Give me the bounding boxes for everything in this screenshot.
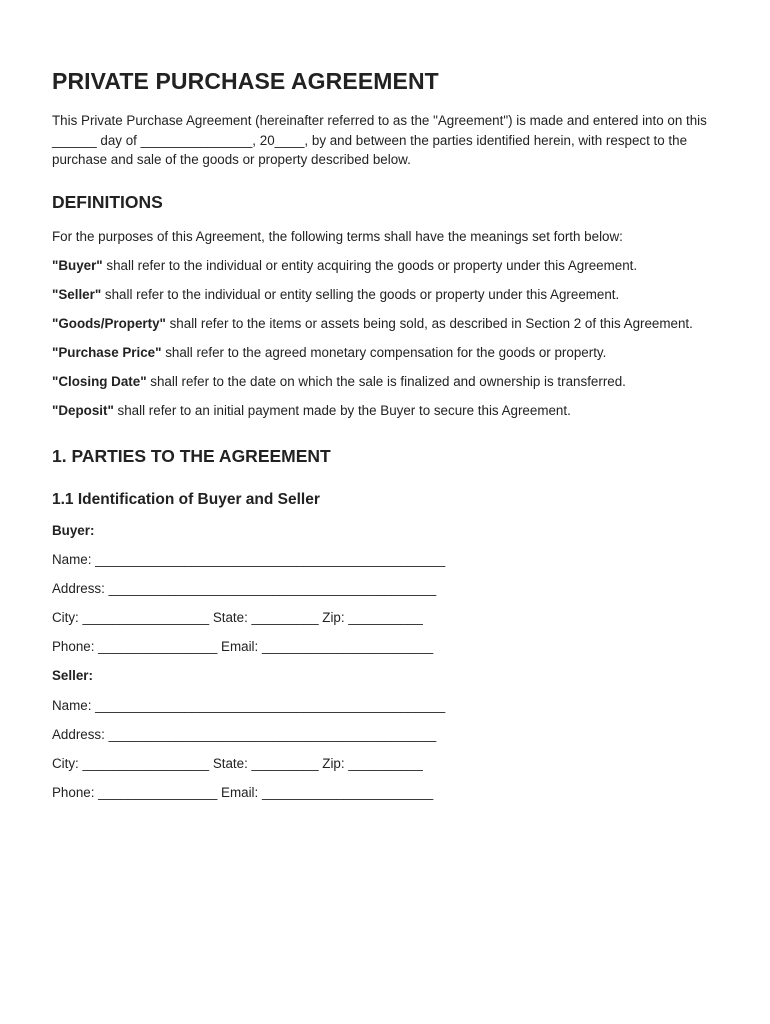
definition-text: shall refer to the agreed monetary compensation for the goods or property. [161,345,607,360]
seller-name-field[interactable]: Name: _______________________________________________ [52,697,446,713]
definition-term: "Goods/Property" [52,316,166,331]
definition-text: shall refer to the items or assets being sold, as described in Section 2 of this Agreement. [165,316,693,331]
intro-paragraph: This Private Purchase Agreement (hereinafter referred to as the "Agreement") is made and entered into on this ______ day of _______________, 20____, by and between the parties identified herein, with respect to the purchase and sale of the goods or property described below. [52,113,707,167]
seller-label: Seller: [52,668,93,684]
definitions-heading: DEFINITIONS [52,191,163,212]
definition-term: "Seller" [52,287,102,302]
buyer-name-field[interactable]: Name: _______________________________________________ [52,551,446,567]
definition-text: shall refer to the date on which the sale is finalized and ownership is transferred. [146,374,626,389]
seller-address-field[interactable]: Address: ____________________________________________ [52,726,437,742]
definition-closing-date [52,372,730,392]
definition-goods-property [52,314,730,334]
definition-term: "Deposit" [52,403,114,418]
buyer-city-state-zip-field[interactable]: City: _________________ State: _________ Zip: __________ [52,610,423,626]
buyer-label: Buyer: [52,522,95,538]
definition-term: "Buyer" [52,258,103,273]
definition-term: "Purchase Price" [52,345,162,360]
document-title: PRIVATE PURCHASE AGREEMENT [52,68,439,94]
seller-city-state-zip-field[interactable]: City: _________________ State: _________ Zip: __________ [52,756,423,771]
definition-term: "Closing Date" [52,374,147,389]
definition-deposit [52,401,730,421]
buyer-phone-email-field[interactable]: Phone: ________________ Email: _______________________ [52,639,434,655]
definition-purchase-price [52,343,730,363]
buyer-address-field[interactable]: Address: ____________________________________________ [52,580,437,596]
definitions-intro: For the purposes of this Agreement, the following terms shall have the meanings set forth below: [52,228,623,244]
section-1-heading: 1. PARTIES TO THE AGREEMENT [52,445,331,466]
definition-text: shall refer to an initial payment made by the Buyer to secure this Agreement. [113,403,571,418]
seller-phone-email-field[interactable]: Phone: ________________ Email: _______________________ [52,785,434,801]
definition-text: shall refer to the individual or entity selling the goods or property under this Agreement. [101,287,620,302]
definition-seller [52,285,730,305]
section-1-1-heading: 1.1 Identification of Buyer and Seller [52,490,320,508]
definition-buyer [52,256,730,276]
definition-text: shall refer to the individual or entity acquiring the goods or property under this Agreement. [102,258,638,273]
